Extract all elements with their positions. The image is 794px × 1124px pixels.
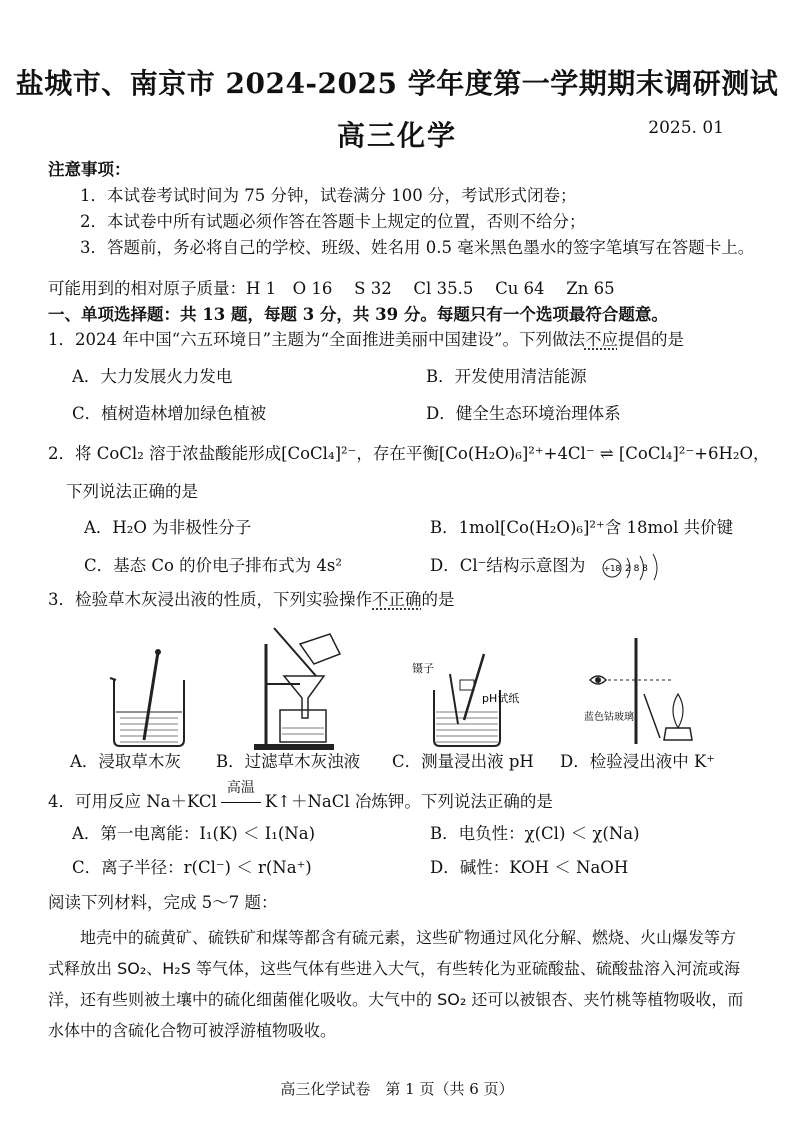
notice-heading: 注意事项： [48, 160, 131, 179]
q4-option-d: D．碱性：KOH ＜ NaOH [430, 858, 629, 877]
q2-stem-line1: 2．将 CoCl₂ 溶于浓盐酸能形成[CoCl₄]²⁻，存在平衡[Co(H₂O)₆]²⁺+4Cl⁻ ⇌ [CoCl₄]²⁻+6H₂O， [48, 444, 770, 463]
figure-d-flame-test [580, 634, 700, 754]
reading-intro: 阅读下列材料，完成 5～7 题： [48, 893, 278, 912]
q1-option-a: A．大力发展火力发电 [72, 367, 233, 386]
question-1-stem [48, 330, 684, 350]
q3-stem-emphasis: 不正确 [372, 590, 422, 609]
q2-option-c: C．基态 Co 的价电子排布式为 4s² [84, 556, 342, 575]
reading-passage: 地壳中的硫黄矿、硫铁矿和煤等都含有硫元素，这些矿物通过风化分解、燃烧、火山爆发等方式释放出 SO₂、H₂S 等气体，这些气体有些进入大气，有些转化为亚硫酸盐、硫酸盐溶入河流或海洋，还有些则被土壤中的硫化细菌催化吸收。大气中的 SO₂ 还可以被银杏、夹竹桃等植物吸收，而水体中的含硫化合物可被浮游植物吸收。 [48, 928, 744, 1040]
chloride-ion-structure-diagram [600, 550, 690, 580]
figure-c-ph-test [410, 650, 530, 750]
q1-stem-emphasis: 不应 [584, 330, 618, 349]
figure-b-filtration [240, 624, 360, 754]
subject-title: 高三化学 [336, 119, 457, 152]
exam-title: 盐城市、南京市 2024-2025 学年度第一学期期末调研测试 [15, 67, 779, 100]
q3-option-b: B．过滤草木灰浊液 [216, 752, 361, 771]
notice-item-2: 2．本试卷中所有试题必须作答在答题卡上规定的位置，否则不给分； [80, 212, 586, 231]
q2-stem-line2: 下列说法正确的是 [66, 482, 198, 501]
q3-stem-b: 的是 [421, 590, 455, 609]
q4-stem-b: K↑＋NaCl 冶炼钾。下列说法正确的是 [264, 792, 553, 811]
q4-option-b: B．电负性：χ(Cl) ＜ χ(Na) [430, 824, 640, 843]
q2-option-a: A．H₂O 为非极性分子 [84, 518, 252, 537]
q1-stem-a: 1．2024 年中国“六五环境日”主题为“全面推进美丽中国建设”。下列做法 [48, 330, 585, 349]
q3-option-c: C．测量浸出液 pH [392, 752, 534, 771]
q2-option-b: B．1mol[Co(H₂O)₆]²⁺含 18mol 共价键 [430, 518, 734, 537]
figure-a-leaching [100, 640, 200, 750]
notice-item-1: 1．本试卷考试时间为 75 分钟，试卷满分 100 分，考试形式闭卷； [80, 186, 577, 205]
q3-option-a: A．浸取草木灰 [70, 752, 181, 771]
section-heading: 一、单项选择题：共 13 题，每题 3 分，共 39 分。每题只有一个选项最符合题意。 [48, 305, 668, 324]
q4-option-c: C．离子半径：r(Cl⁻) ＜ r(Na⁺) [72, 858, 312, 877]
page-footer: 高三化学试卷 第 1 页（共 6 页） [280, 1080, 514, 1098]
q3-option-d: D．检验浸出液中 K⁺ [560, 752, 716, 771]
q4-stem-a: 4．可用反应 Na＋KCl [48, 792, 217, 811]
label-cobalt-glass: 蓝色钴玻璃 [584, 712, 634, 723]
q1-stem-b: 提倡的是 [617, 330, 684, 349]
notice-item-3: 3．答题前，务必将自己的学校、班级、姓名用 0.5 毫米黑色墨水的签字笔填写在答题卡上。 [80, 238, 755, 257]
label-tweezers: 镊子 [412, 662, 434, 675]
question-4-stem [48, 780, 553, 812]
q4-option-a: A．第一电离能：I₁(K) ＜ I₁(Na) [72, 824, 316, 843]
label-ph-paper: pH试纸 [482, 692, 520, 705]
condition-label: 高温 [226, 780, 255, 796]
question-3-stem [48, 590, 455, 610]
q3-stem-a: 3．检验草木灰浸出液的性质，下列实验操作 [48, 590, 372, 609]
nucleus-charge-label: +18 [603, 564, 621, 573]
atomic-masses: 可能用到的相对原子质量：H 1 O 16 S 32 Cl 35.5 Cu 64 Zn 65 [48, 279, 615, 298]
q1-option-b: B．开发使用清洁能源 [426, 367, 587, 386]
reaction-condition [217, 780, 265, 812]
q1-option-c: C．植树造林增加绿色植被 [72, 404, 267, 423]
electron-shells-label: 2 8 8 [625, 564, 648, 574]
q1-option-d: D．健全生态环境治理体系 [426, 404, 621, 423]
q2-option-d: D．Cl⁻结构示意图为 [430, 556, 586, 575]
exam-date: 2025. 01 [648, 118, 724, 138]
